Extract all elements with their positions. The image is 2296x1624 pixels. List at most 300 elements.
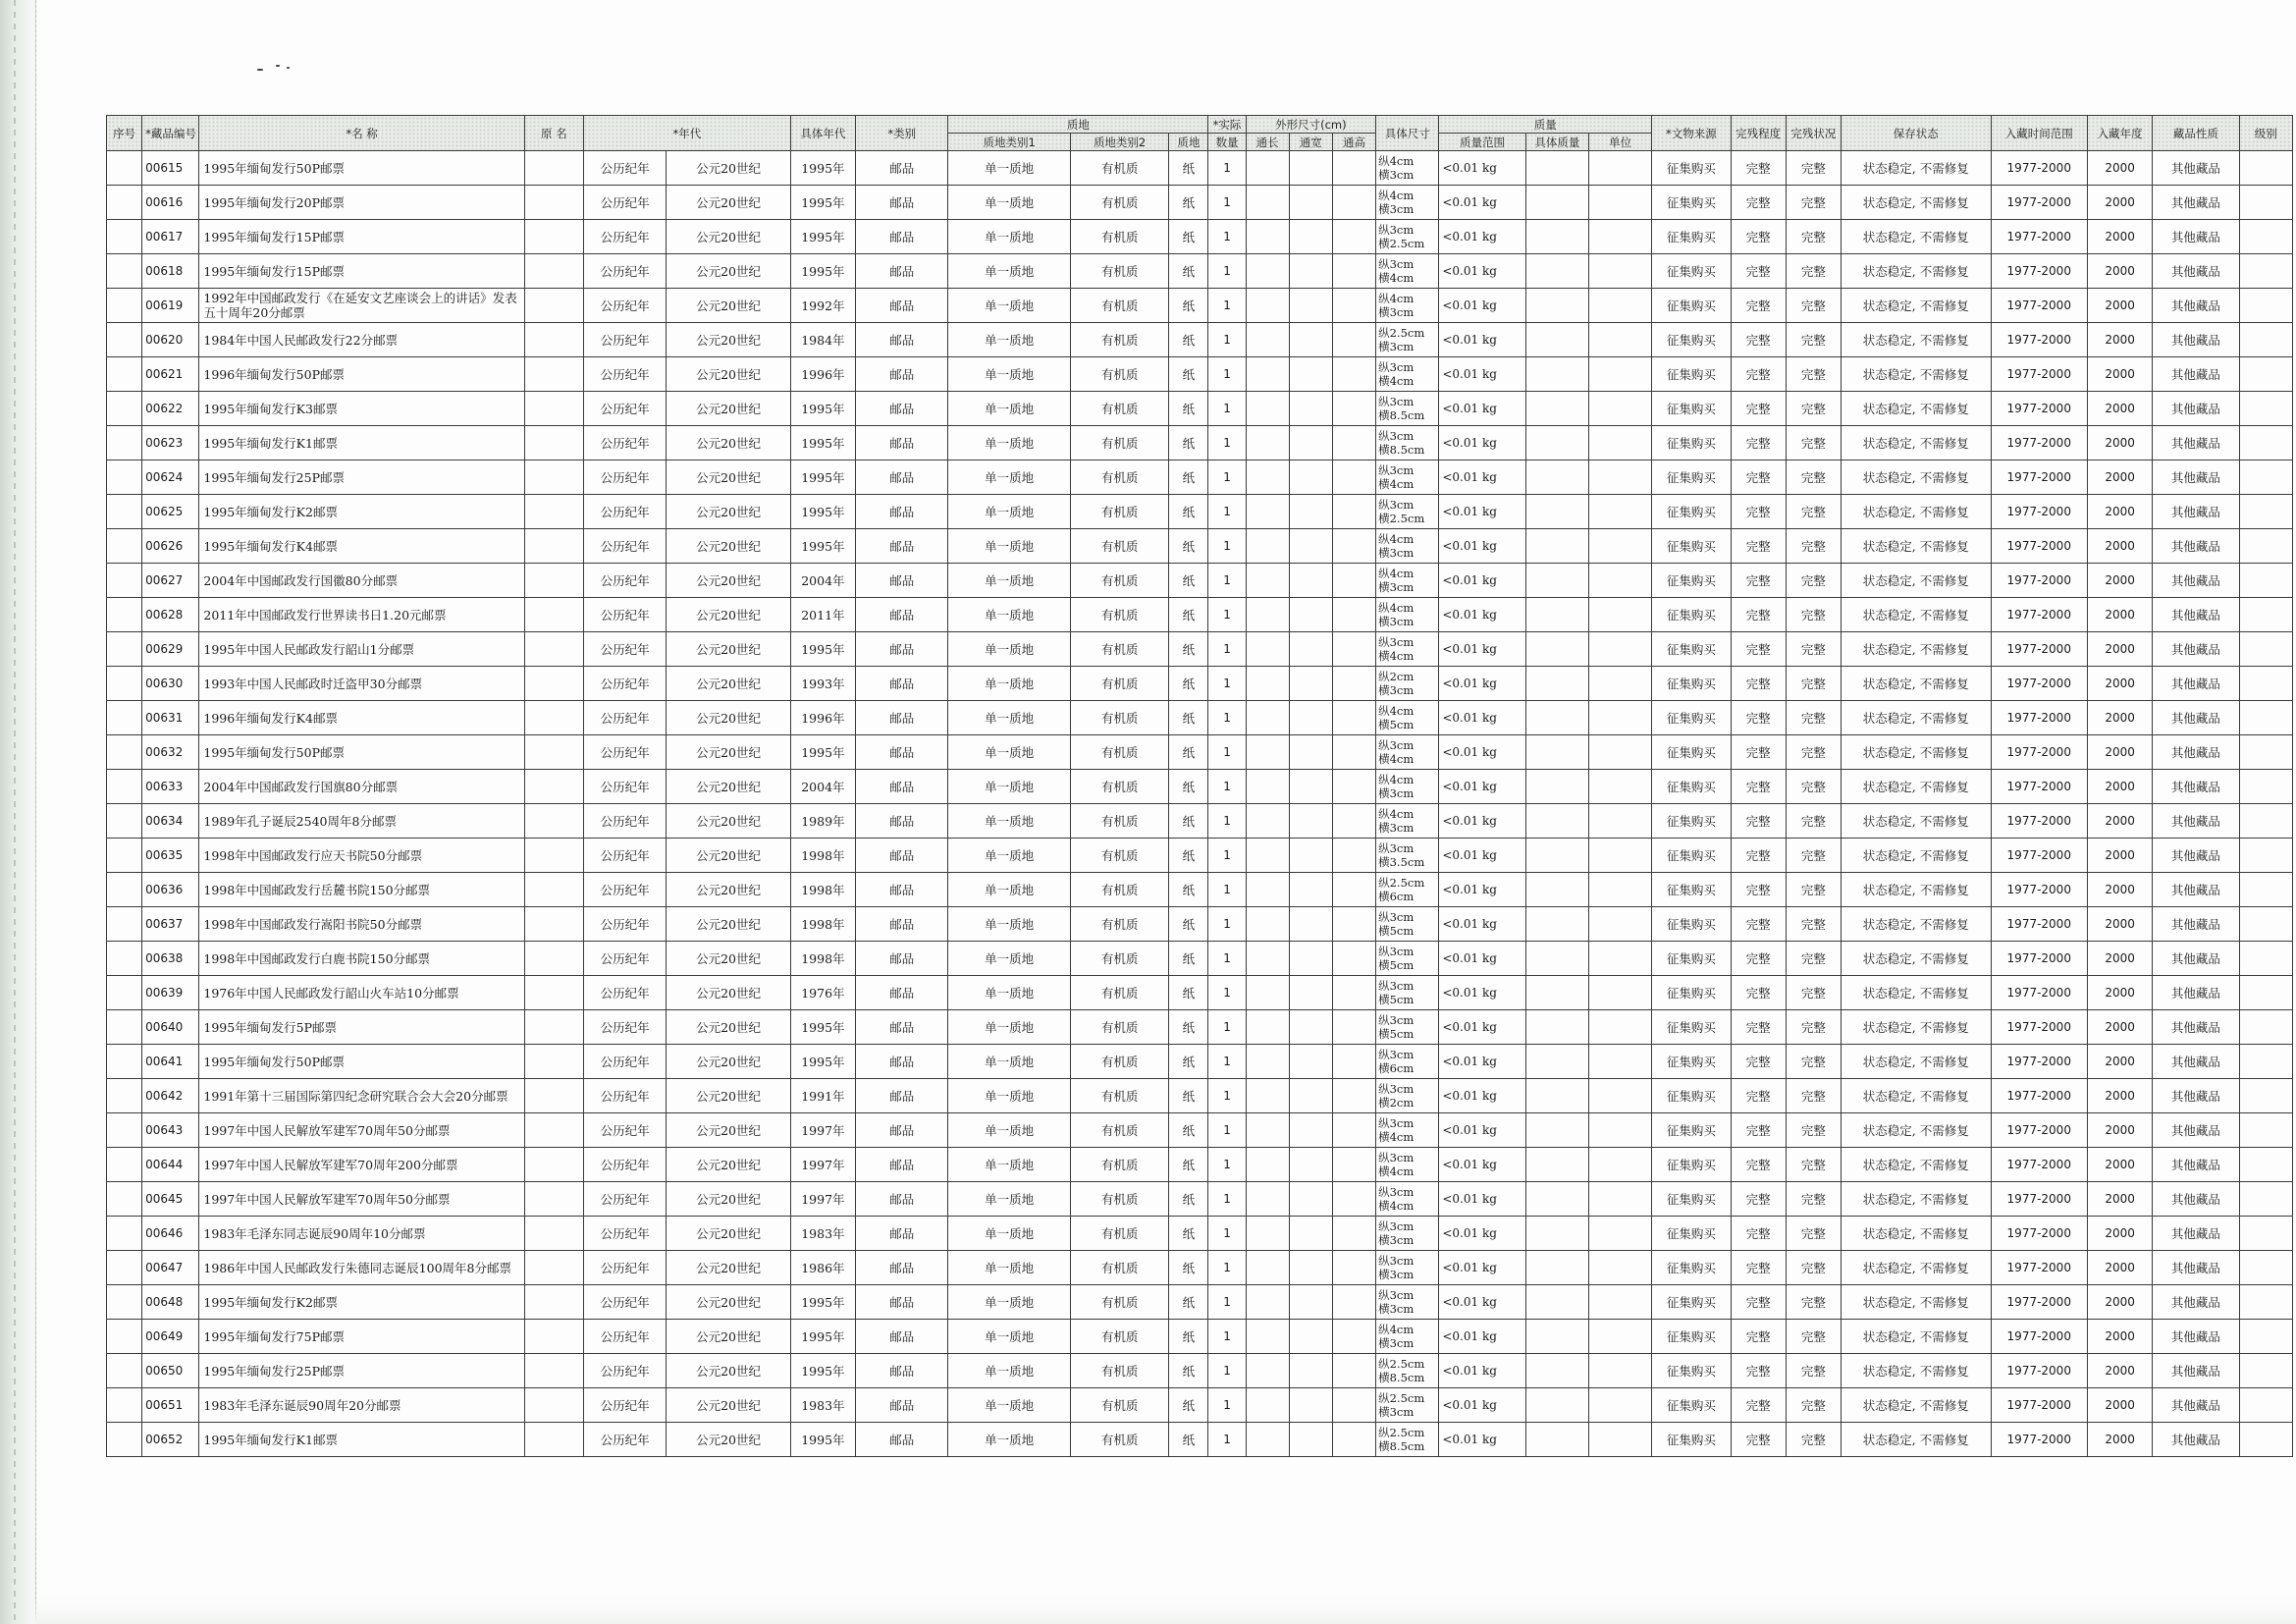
cell-completeness: 完整 xyxy=(1731,186,1786,220)
cell-material: 纸 xyxy=(1169,632,1208,667)
cell-category: 邮品 xyxy=(856,632,948,667)
cell-unit xyxy=(1588,804,1651,839)
cell-actual-qty: 1 xyxy=(1208,701,1246,735)
cell-nature: 其他藏品 xyxy=(2153,426,2239,460)
cell-dim-length xyxy=(1246,564,1289,598)
size-horizontal: 横3cm xyxy=(1378,1302,1415,1316)
cell-name: 1996年缅甸发行50P邮票 xyxy=(199,357,524,392)
size-vertical: 纵3cm xyxy=(1378,1185,1415,1199)
table-row xyxy=(107,357,2293,392)
cell-unit xyxy=(1588,460,1651,495)
cell-category: 邮品 xyxy=(856,254,948,289)
cell-acquisition-year: 2000 xyxy=(2087,701,2152,735)
header-original-name: 原 名 xyxy=(524,116,583,151)
cell-completeness: 完整 xyxy=(1731,564,1786,598)
size-horizontal: 横4cm xyxy=(1378,271,1415,285)
cell-specific-era: 1983年 xyxy=(790,1388,855,1423)
cell-dim-height xyxy=(1332,839,1375,873)
cell-material-cat2: 有机质 xyxy=(1070,426,1168,460)
cell-condition: 完整 xyxy=(1786,392,1841,426)
size-horizontal: 横3cm xyxy=(1378,168,1415,182)
cell-material: 纸 xyxy=(1169,839,1208,873)
cell-dim-height xyxy=(1332,1079,1375,1113)
header-seq: 序号 xyxy=(107,116,142,151)
cell-mass-range: <0.01 kg xyxy=(1439,873,1525,907)
cell-source: 征集购买 xyxy=(1652,460,1731,495)
cell-specific-size xyxy=(1376,186,1439,220)
cell-material: 纸 xyxy=(1169,495,1208,529)
cell-era-century: 公元20世纪 xyxy=(667,220,791,254)
cell-collection-no: 00616 xyxy=(142,186,199,220)
cell-nature: 其他藏品 xyxy=(2153,1388,2239,1423)
cell-preservation: 状态稳定, 不需修复 xyxy=(1841,667,1991,701)
cell-specific-mass xyxy=(1525,667,1588,701)
cell-era-calendar: 公历纪年 xyxy=(583,1285,666,1320)
cell-dim-height xyxy=(1332,289,1375,323)
cell-material-cat1: 单一质地 xyxy=(948,1182,1071,1217)
cell-acquisition-period: 1977-2000 xyxy=(1991,1320,2087,1354)
size-horizontal: 横3cm xyxy=(1378,615,1415,628)
cell-original-name xyxy=(524,289,583,323)
cell-grade xyxy=(2239,942,2292,976)
cell-collection-no: 00617 xyxy=(142,220,199,254)
cell-actual-qty: 1 xyxy=(1208,1285,1246,1320)
cell-condition: 完整 xyxy=(1786,942,1841,976)
size-vertical: 纵3cm xyxy=(1378,463,1415,477)
cell-collection-no: 00619 xyxy=(142,289,199,323)
cell-dim-length xyxy=(1246,220,1289,254)
cell-specific-size xyxy=(1376,529,1439,564)
cell-seq xyxy=(107,220,142,254)
size-vertical: 纵3cm xyxy=(1378,429,1415,443)
size-horizontal: 横5cm xyxy=(1378,958,1415,972)
cell-specific-size xyxy=(1376,839,1439,873)
cell-acquisition-year: 2000 xyxy=(2087,1388,2152,1423)
cell-dim-height xyxy=(1332,804,1375,839)
cell-material-cat2: 有机质 xyxy=(1070,564,1168,598)
cell-material-cat2: 有机质 xyxy=(1070,1148,1168,1182)
cell-dim-width xyxy=(1289,357,1332,392)
cell-acquisition-year: 2000 xyxy=(2087,186,2152,220)
cell-material-cat1: 单一质地 xyxy=(948,186,1071,220)
cell-completeness: 完整 xyxy=(1731,1320,1786,1354)
cell-source: 征集购买 xyxy=(1652,151,1731,186)
cell-original-name xyxy=(524,632,583,667)
cell-dim-width xyxy=(1289,564,1332,598)
cell-specific-era: 1995年 xyxy=(790,151,855,186)
cell-actual-qty: 1 xyxy=(1208,254,1246,289)
cell-nature: 其他藏品 xyxy=(2153,564,2239,598)
cell-dim-height xyxy=(1332,529,1375,564)
cell-dim-length xyxy=(1246,1045,1289,1079)
cell-material: 纸 xyxy=(1169,426,1208,460)
cell-original-name xyxy=(524,323,583,357)
size-horizontal: 横3cm xyxy=(1378,305,1415,319)
size-horizontal: 横8.5cm xyxy=(1378,1371,1425,1384)
cell-condition: 完整 xyxy=(1786,1251,1841,1285)
cell-material-cat1: 单一质地 xyxy=(948,735,1071,770)
cell-dim-length xyxy=(1246,839,1289,873)
cell-name: 1995年中国人民邮政发行韶山1分邮票 xyxy=(199,632,524,667)
size-vertical: 纵4cm xyxy=(1378,704,1415,718)
cell-material: 纸 xyxy=(1169,186,1208,220)
cell-name: 1998年中国邮政发行岳麓书院150分邮票 xyxy=(199,873,524,907)
cell-acquisition-period: 1977-2000 xyxy=(1991,1388,2087,1423)
cell-collection-no: 00624 xyxy=(142,460,199,495)
cell-condition: 完整 xyxy=(1786,460,1841,495)
header-mass: 质量 xyxy=(1439,116,1652,134)
cell-specific-size xyxy=(1376,1182,1439,1217)
cell-source: 征集购买 xyxy=(1652,495,1731,529)
cell-material-cat2: 有机质 xyxy=(1070,1182,1168,1217)
cell-unit xyxy=(1588,1045,1651,1079)
cell-collection-no: 00633 xyxy=(142,770,199,804)
cell-material-cat1: 单一质地 xyxy=(948,1010,1071,1045)
cell-collection-no: 00623 xyxy=(142,426,199,460)
cell-preservation: 状态稳定, 不需修复 xyxy=(1841,1217,1991,1251)
cell-material-cat1: 单一质地 xyxy=(948,323,1071,357)
cell-dim-length xyxy=(1246,770,1289,804)
cell-material: 纸 xyxy=(1169,1045,1208,1079)
table-row xyxy=(107,667,2293,701)
table-row xyxy=(107,1045,2293,1079)
cell-mass-range: <0.01 kg xyxy=(1439,289,1525,323)
cell-material-cat2: 有机质 xyxy=(1070,1045,1168,1079)
cell-preservation: 状态稳定, 不需修复 xyxy=(1841,976,1991,1010)
cell-dim-width xyxy=(1289,151,1332,186)
cell-actual-qty: 1 xyxy=(1208,186,1246,220)
cell-dim-width xyxy=(1289,1045,1332,1079)
cell-original-name xyxy=(524,357,583,392)
cell-grade xyxy=(2239,770,2292,804)
cell-specific-size xyxy=(1376,220,1439,254)
cell-dim-width xyxy=(1289,1423,1332,1457)
cell-name: 1989年孔子诞辰2540周年8分邮票 xyxy=(199,804,524,839)
cell-dim-length xyxy=(1246,426,1289,460)
cell-acquisition-period: 1977-2000 xyxy=(1991,907,2087,942)
cell-collection-no: 00645 xyxy=(142,1182,199,1217)
cell-specific-era: 1997年 xyxy=(790,1182,855,1217)
cell-era-century: 公元20世纪 xyxy=(667,186,791,220)
cell-specific-size xyxy=(1376,1251,1439,1285)
cell-unit xyxy=(1588,735,1651,770)
table-row xyxy=(107,460,2293,495)
cell-acquisition-period: 1977-2000 xyxy=(1991,839,2087,873)
cell-source: 征集购买 xyxy=(1652,1148,1731,1182)
cell-material-cat1: 单一质地 xyxy=(948,151,1071,186)
table-row xyxy=(107,495,2293,529)
cell-name: 1995年缅甸发行25P邮票 xyxy=(199,460,524,495)
cell-material: 纸 xyxy=(1169,598,1208,632)
cell-acquisition-period: 1977-2000 xyxy=(1991,1251,2087,1285)
cell-material-cat2: 有机质 xyxy=(1070,254,1168,289)
cell-actual-qty: 1 xyxy=(1208,289,1246,323)
cell-nature: 其他藏品 xyxy=(2153,460,2239,495)
cell-unit xyxy=(1588,1285,1651,1320)
size-vertical: 纵3cm xyxy=(1378,1219,1415,1233)
cell-unit xyxy=(1588,323,1651,357)
size-vertical: 纵3cm xyxy=(1378,1116,1415,1130)
cell-collection-no: 00634 xyxy=(142,804,199,839)
cell-name: 2004年中国邮政发行国旗80分邮票 xyxy=(199,770,524,804)
cell-unit xyxy=(1588,529,1651,564)
cell-dim-width xyxy=(1289,701,1332,735)
cell-specific-mass xyxy=(1525,839,1588,873)
cell-actual-qty: 1 xyxy=(1208,1320,1246,1354)
cell-material-cat1: 单一质地 xyxy=(948,1388,1071,1423)
header-actual-qty-2: 数量 xyxy=(1208,134,1246,151)
cell-mass-range: <0.01 kg xyxy=(1439,1354,1525,1388)
cell-grade xyxy=(2239,1148,2292,1182)
cell-material: 纸 xyxy=(1169,1079,1208,1113)
cell-nature: 其他藏品 xyxy=(2153,873,2239,907)
cell-mass-range: <0.01 kg xyxy=(1439,907,1525,942)
cell-collection-no: 00644 xyxy=(142,1148,199,1182)
size-vertical: 纵4cm xyxy=(1378,773,1415,786)
cell-dim-length xyxy=(1246,1388,1289,1423)
cell-nature: 其他藏品 xyxy=(2153,323,2239,357)
cell-mass-range: <0.01 kg xyxy=(1439,735,1525,770)
cell-condition: 完整 xyxy=(1786,1388,1841,1423)
cell-nature: 其他藏品 xyxy=(2153,907,2239,942)
cell-acquisition-period: 1977-2000 xyxy=(1991,1217,2087,1251)
cell-acquisition-year: 2000 xyxy=(2087,1217,2152,1251)
cell-actual-qty: 1 xyxy=(1208,1010,1246,1045)
cell-seq xyxy=(107,942,142,976)
cell-preservation: 状态稳定, 不需修复 xyxy=(1841,220,1991,254)
cell-mass-range: <0.01 kg xyxy=(1439,151,1525,186)
cell-acquisition-period: 1977-2000 xyxy=(1991,1148,2087,1182)
cell-original-name xyxy=(524,667,583,701)
size-horizontal: 横6cm xyxy=(1378,1061,1415,1075)
cell-mass-range: <0.01 kg xyxy=(1439,392,1525,426)
cell-category: 邮品 xyxy=(856,598,948,632)
cell-collection-no: 00643 xyxy=(142,1113,199,1148)
cell-dim-height xyxy=(1332,735,1375,770)
cell-preservation: 状态稳定, 不需修复 xyxy=(1841,770,1991,804)
cell-acquisition-year: 2000 xyxy=(2087,1113,2152,1148)
cell-original-name xyxy=(524,598,583,632)
cell-dim-height xyxy=(1332,907,1375,942)
cell-acquisition-year: 2000 xyxy=(2087,942,2152,976)
header-dimensions: 外形尺寸(cm) xyxy=(1246,116,1376,134)
cell-specific-era: 1995年 xyxy=(790,495,855,529)
cell-specific-era: 1998年 xyxy=(790,873,855,907)
cell-mass-range: <0.01 kg xyxy=(1439,220,1525,254)
cell-material-cat1: 单一质地 xyxy=(948,1320,1071,1354)
cell-collection-no: 00648 xyxy=(142,1285,199,1320)
table-body xyxy=(107,151,2293,1457)
cell-acquisition-period: 1977-2000 xyxy=(1991,289,2087,323)
table-row xyxy=(107,1010,2293,1045)
cell-category: 邮品 xyxy=(856,564,948,598)
cell-source: 征集购买 xyxy=(1652,254,1731,289)
cell-grade xyxy=(2239,598,2292,632)
cell-actual-qty: 1 xyxy=(1208,942,1246,976)
cell-acquisition-period: 1977-2000 xyxy=(1991,186,2087,220)
cell-source: 征集购买 xyxy=(1652,701,1731,735)
cell-specific-size xyxy=(1376,357,1439,392)
cell-preservation: 状态稳定, 不需修复 xyxy=(1841,632,1991,667)
cell-completeness: 完整 xyxy=(1731,1182,1786,1217)
table-row xyxy=(107,1320,2293,1354)
cell-acquisition-period: 1977-2000 xyxy=(1991,151,2087,186)
header-era: *年代 xyxy=(583,116,790,151)
cell-original-name xyxy=(524,839,583,873)
cell-era-calendar: 公历纪年 xyxy=(583,942,666,976)
table-header xyxy=(107,116,2293,151)
cell-name: 1997年中国人民解放军建军70周年50分邮票 xyxy=(199,1113,524,1148)
cell-era-century: 公元20世纪 xyxy=(667,1182,791,1217)
cell-name: 1995年缅甸发行75P邮票 xyxy=(199,1320,524,1354)
cell-material-cat2: 有机质 xyxy=(1070,804,1168,839)
cell-source: 征集购买 xyxy=(1652,873,1731,907)
cell-material-cat2: 有机质 xyxy=(1070,735,1168,770)
size-vertical: 纵2.5cm xyxy=(1378,1426,1425,1439)
cell-material-cat2: 有机质 xyxy=(1070,598,1168,632)
cell-specific-era: 1995年 xyxy=(790,1285,855,1320)
cell-collection-no: 00615 xyxy=(142,151,199,186)
cell-name: 2011年中国邮政发行世界读书日1.20元邮票 xyxy=(199,598,524,632)
cell-preservation: 状态稳定, 不需修复 xyxy=(1841,1148,1991,1182)
cell-specific-size xyxy=(1376,667,1439,701)
cell-material-cat2: 有机质 xyxy=(1070,529,1168,564)
cell-collection-no: 00636 xyxy=(142,873,199,907)
cell-nature: 其他藏品 xyxy=(2153,976,2239,1010)
cell-specific-mass xyxy=(1525,426,1588,460)
cell-specific-era: 1991年 xyxy=(790,1079,855,1113)
cell-material-cat2: 有机质 xyxy=(1070,1285,1168,1320)
cell-era-calendar: 公历纪年 xyxy=(583,667,666,701)
cell-acquisition-year: 2000 xyxy=(2087,1045,2152,1079)
cell-collection-no: 00630 xyxy=(142,667,199,701)
cell-material-cat2: 有机质 xyxy=(1070,701,1168,735)
size-horizontal: 横3cm xyxy=(1378,683,1415,697)
cell-unit xyxy=(1588,907,1651,942)
cell-material-cat2: 有机质 xyxy=(1070,220,1168,254)
size-vertical: 纵4cm xyxy=(1378,532,1415,546)
cell-collection-no: 00620 xyxy=(142,323,199,357)
cell-nature: 其他藏品 xyxy=(2153,1320,2239,1354)
table-row xyxy=(107,770,2293,804)
cell-dim-height xyxy=(1332,186,1375,220)
table-row xyxy=(107,873,2293,907)
cell-specific-size xyxy=(1376,735,1439,770)
cell-dim-width xyxy=(1289,1320,1332,1354)
cell-era-calendar: 公历纪年 xyxy=(583,1045,666,1079)
cell-material: 纸 xyxy=(1169,1285,1208,1320)
cell-specific-mass xyxy=(1525,804,1588,839)
cell-source: 征集购买 xyxy=(1652,289,1731,323)
cell-material-cat2: 有机质 xyxy=(1070,186,1168,220)
cell-acquisition-period: 1977-2000 xyxy=(1991,460,2087,495)
cell-original-name xyxy=(524,942,583,976)
cell-source: 征集购买 xyxy=(1652,323,1731,357)
table-row xyxy=(107,942,2293,976)
cell-era-calendar: 公历纪年 xyxy=(583,186,666,220)
cell-material-cat1: 单一质地 xyxy=(948,426,1071,460)
cell-acquisition-period: 1977-2000 xyxy=(1991,357,2087,392)
cell-nature: 其他藏品 xyxy=(2153,1423,2239,1457)
cell-category: 邮品 xyxy=(856,976,948,1010)
cell-era-century: 公元20世纪 xyxy=(667,564,791,598)
cell-dim-length xyxy=(1246,1251,1289,1285)
size-horizontal: 横4cm xyxy=(1378,1199,1415,1213)
cell-source: 征集购买 xyxy=(1652,735,1731,770)
cell-era-century: 公元20世纪 xyxy=(667,1113,791,1148)
size-vertical: 纵3cm xyxy=(1378,1254,1415,1268)
size-vertical: 纵3cm xyxy=(1378,498,1415,512)
cell-material-cat2: 有机质 xyxy=(1070,1113,1168,1148)
scan-bottom-shade xyxy=(35,1597,2296,1624)
cell-actual-qty: 1 xyxy=(1208,1182,1246,1217)
table-row xyxy=(107,1079,2293,1113)
cell-era-calendar: 公历纪年 xyxy=(583,839,666,873)
collection-register-table xyxy=(106,115,2293,1457)
cell-grade xyxy=(2239,564,2292,598)
cell-original-name xyxy=(524,907,583,942)
header-completeness: 完残程度 xyxy=(1731,116,1786,151)
cell-grade xyxy=(2239,873,2292,907)
cell-name: 1984年中国人民邮政发行22分邮票 xyxy=(199,323,524,357)
cell-material-cat1: 单一质地 xyxy=(948,632,1071,667)
cell-condition: 完整 xyxy=(1786,1423,1841,1457)
cell-nature: 其他藏品 xyxy=(2153,1079,2239,1113)
cell-dim-width xyxy=(1289,1010,1332,1045)
cell-specific-mass xyxy=(1525,1320,1588,1354)
cell-completeness: 完整 xyxy=(1731,460,1786,495)
cell-condition: 完整 xyxy=(1786,770,1841,804)
cell-era-century: 公元20世纪 xyxy=(667,701,791,735)
cell-acquisition-year: 2000 xyxy=(2087,392,2152,426)
cell-grade xyxy=(2239,976,2292,1010)
cell-preservation: 状态稳定, 不需修复 xyxy=(1841,598,1991,632)
cell-specific-era: 1984年 xyxy=(790,323,855,357)
cell-acquisition-period: 1977-2000 xyxy=(1991,1010,2087,1045)
cell-condition: 完整 xyxy=(1786,357,1841,392)
cell-specific-mass xyxy=(1525,907,1588,942)
cell-material-cat1: 单一质地 xyxy=(948,770,1071,804)
cell-preservation: 状态稳定, 不需修复 xyxy=(1841,151,1991,186)
cell-dim-height xyxy=(1332,598,1375,632)
cell-dim-height xyxy=(1332,1045,1375,1079)
cell-nature: 其他藏品 xyxy=(2153,151,2239,186)
cell-dim-width xyxy=(1289,1251,1332,1285)
cell-dim-height xyxy=(1332,701,1375,735)
cell-specific-era: 1995年 xyxy=(790,426,855,460)
cell-era-calendar: 公历纪年 xyxy=(583,701,666,735)
cell-specific-size xyxy=(1376,289,1439,323)
table-row xyxy=(107,907,2293,942)
size-vertical: 纵3cm xyxy=(1378,1048,1415,1061)
cell-dim-width xyxy=(1289,426,1332,460)
cell-completeness: 完整 xyxy=(1731,1251,1786,1285)
cell-preservation: 状态稳定, 不需修复 xyxy=(1841,495,1991,529)
cell-dim-length xyxy=(1246,598,1289,632)
cell-nature: 其他藏品 xyxy=(2153,392,2239,426)
cell-specific-mass xyxy=(1525,735,1588,770)
cell-mass-range: <0.01 kg xyxy=(1439,254,1525,289)
cell-material-cat1: 单一质地 xyxy=(948,976,1071,1010)
cell-specific-mass xyxy=(1525,1113,1588,1148)
cell-nature: 其他藏品 xyxy=(2153,839,2239,873)
cell-seq xyxy=(107,1010,142,1045)
header-dim-height: 通高 xyxy=(1332,134,1375,151)
cell-material-cat2: 有机质 xyxy=(1070,151,1168,186)
cell-acquisition-year: 2000 xyxy=(2087,632,2152,667)
cell-specific-mass xyxy=(1525,254,1588,289)
cell-specific-era: 1998年 xyxy=(790,907,855,942)
